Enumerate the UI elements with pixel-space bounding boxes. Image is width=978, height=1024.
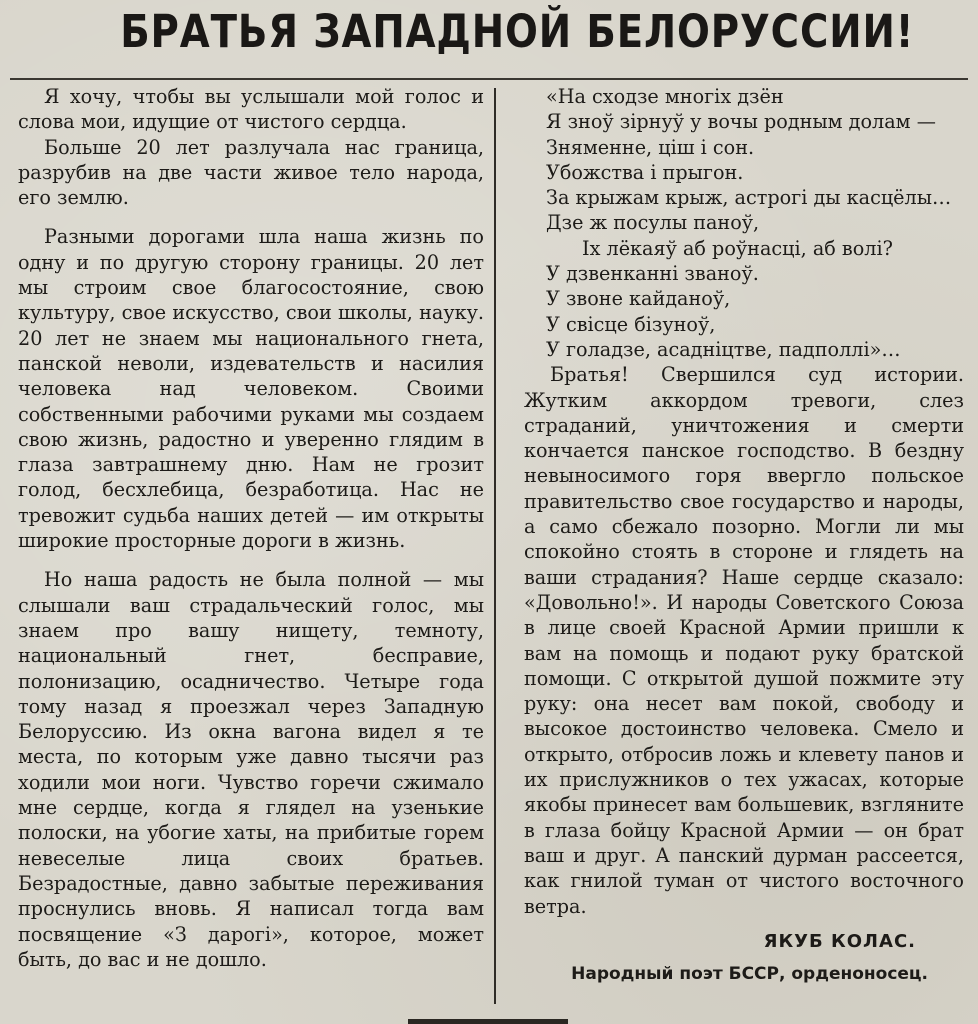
paragraph-1: Я хочу, чтобы вы услышали мой голос и слова мои, идущие от чистого сердца. <box>18 85 484 134</box>
poem-line: У дзвенканні званоў. <box>546 262 759 286</box>
headline-rule <box>10 78 968 80</box>
poem-line: За крыжам крыж, астрогі ды касцёлы… <box>546 186 952 210</box>
left-column <box>18 84 484 972</box>
column-divider <box>494 88 496 1004</box>
poem-line: Я зноў зірнуў у вочы родным долам — <box>546 110 936 134</box>
poem-line: У звоне кайданоў, <box>546 287 731 311</box>
poem-line: У свісце бізуноў, <box>546 312 716 336</box>
paragraph-3: Разными дорогами шла наша жизнь по одну и по другую сторону границы. 20 лет мы строим свое благосостояние, свою культуру, свое искусство, свои школы, науку. 20 лет не знаем мы национального гнета, панской неволи, издевательств и насилия человека над человеком. Своими собственными рабочими руками мы создаем свою жизнь, радостно и уверенно глядим в глаза завтрашнему дню. Нам не грозит голод, бесхлебица, безработица. Нас не тревожит судьба наших детей — им открыты широкие просторные дороги в жизнь. <box>18 225 484 553</box>
poem-quote <box>546 84 964 362</box>
poem-line: У голадзе, асадніцтве, падполлі»… <box>546 337 901 361</box>
author-signature: ЯКУБ КОЛАС. <box>763 930 916 952</box>
bottom-rule <box>408 1019 568 1024</box>
author-title: Народный поэт БССР, орденоносец. <box>571 964 928 985</box>
paragraph-4: Но наша радость не была полной — мы слышали ваш страдальческий голос, мы знаем про вашу нищету, темноту, национальный гнет, бесправие, полонизацию, осадничество. Четыре года тому назад я проезжал через Западную Белоруссию. Из окна вагона видел я те места, по которым уже давно тысячи раз ходили мои ноги. Чувство горечи сжимало мне сердце, когда я глядел на узенькие полоски, на убогие хаты, на прибитые горем невеселые лица своих братьев. Безрадостные, давно забытые переживания проснулись вновь. Я написал тогда вам посвящение «З дарогі», которое, может быть, до вас и не дошло. <box>18 568 484 971</box>
poem-line: Зняменне, ціш і сон. <box>546 135 755 159</box>
poem-line: Убожства і прыгон. <box>546 160 744 184</box>
right-column <box>524 84 964 987</box>
paragraph-2: Больше 20 лет разлучала нас граница, разрубив на две части живое тело народа, его землю. <box>18 135 484 210</box>
headline: БРАТЬЯ ЗАПАДНОЙ БЕЛОРУССИИ! <box>120 5 915 58</box>
poem-line: Іх лёкаяў аб роўнасці, аб волі? <box>582 236 893 260</box>
poem-line: «На сходзе многіх дзён <box>546 85 784 108</box>
poem-line: Дзе ж посулы паноў, <box>546 211 760 235</box>
paragraph-brothers: Братья! Свершился суд истории. Жутким аккордом тревоги, слез страданий, уничтожения и смерти кончается панское господство. В бездну невыносимого горя ввергло польское правительство свое государство и народы, а само сбежало позорно. Могли ли мы спокойно стоять в стороне и глядеть на ваши страдания? Наше сердце сказало: «Довольно!». И народы Советского Союза в лице своей Красной Армии пришли к вам на помощь и подают руку братской помощи. С открытой душой пожмите эту руку: она несет вам покой, свободу и высокое достоинство человека. Смело и открыто, отбросив ложь и клевету панов и их прислужников о тех ужасах, которые якобы принесет вам большевик, взгляните в глаза бойцу Красной Армии — он брат ваш и друг. А панский дурман рассеется, как гнилой туман от чистого восточного ветра. <box>524 363 964 918</box>
